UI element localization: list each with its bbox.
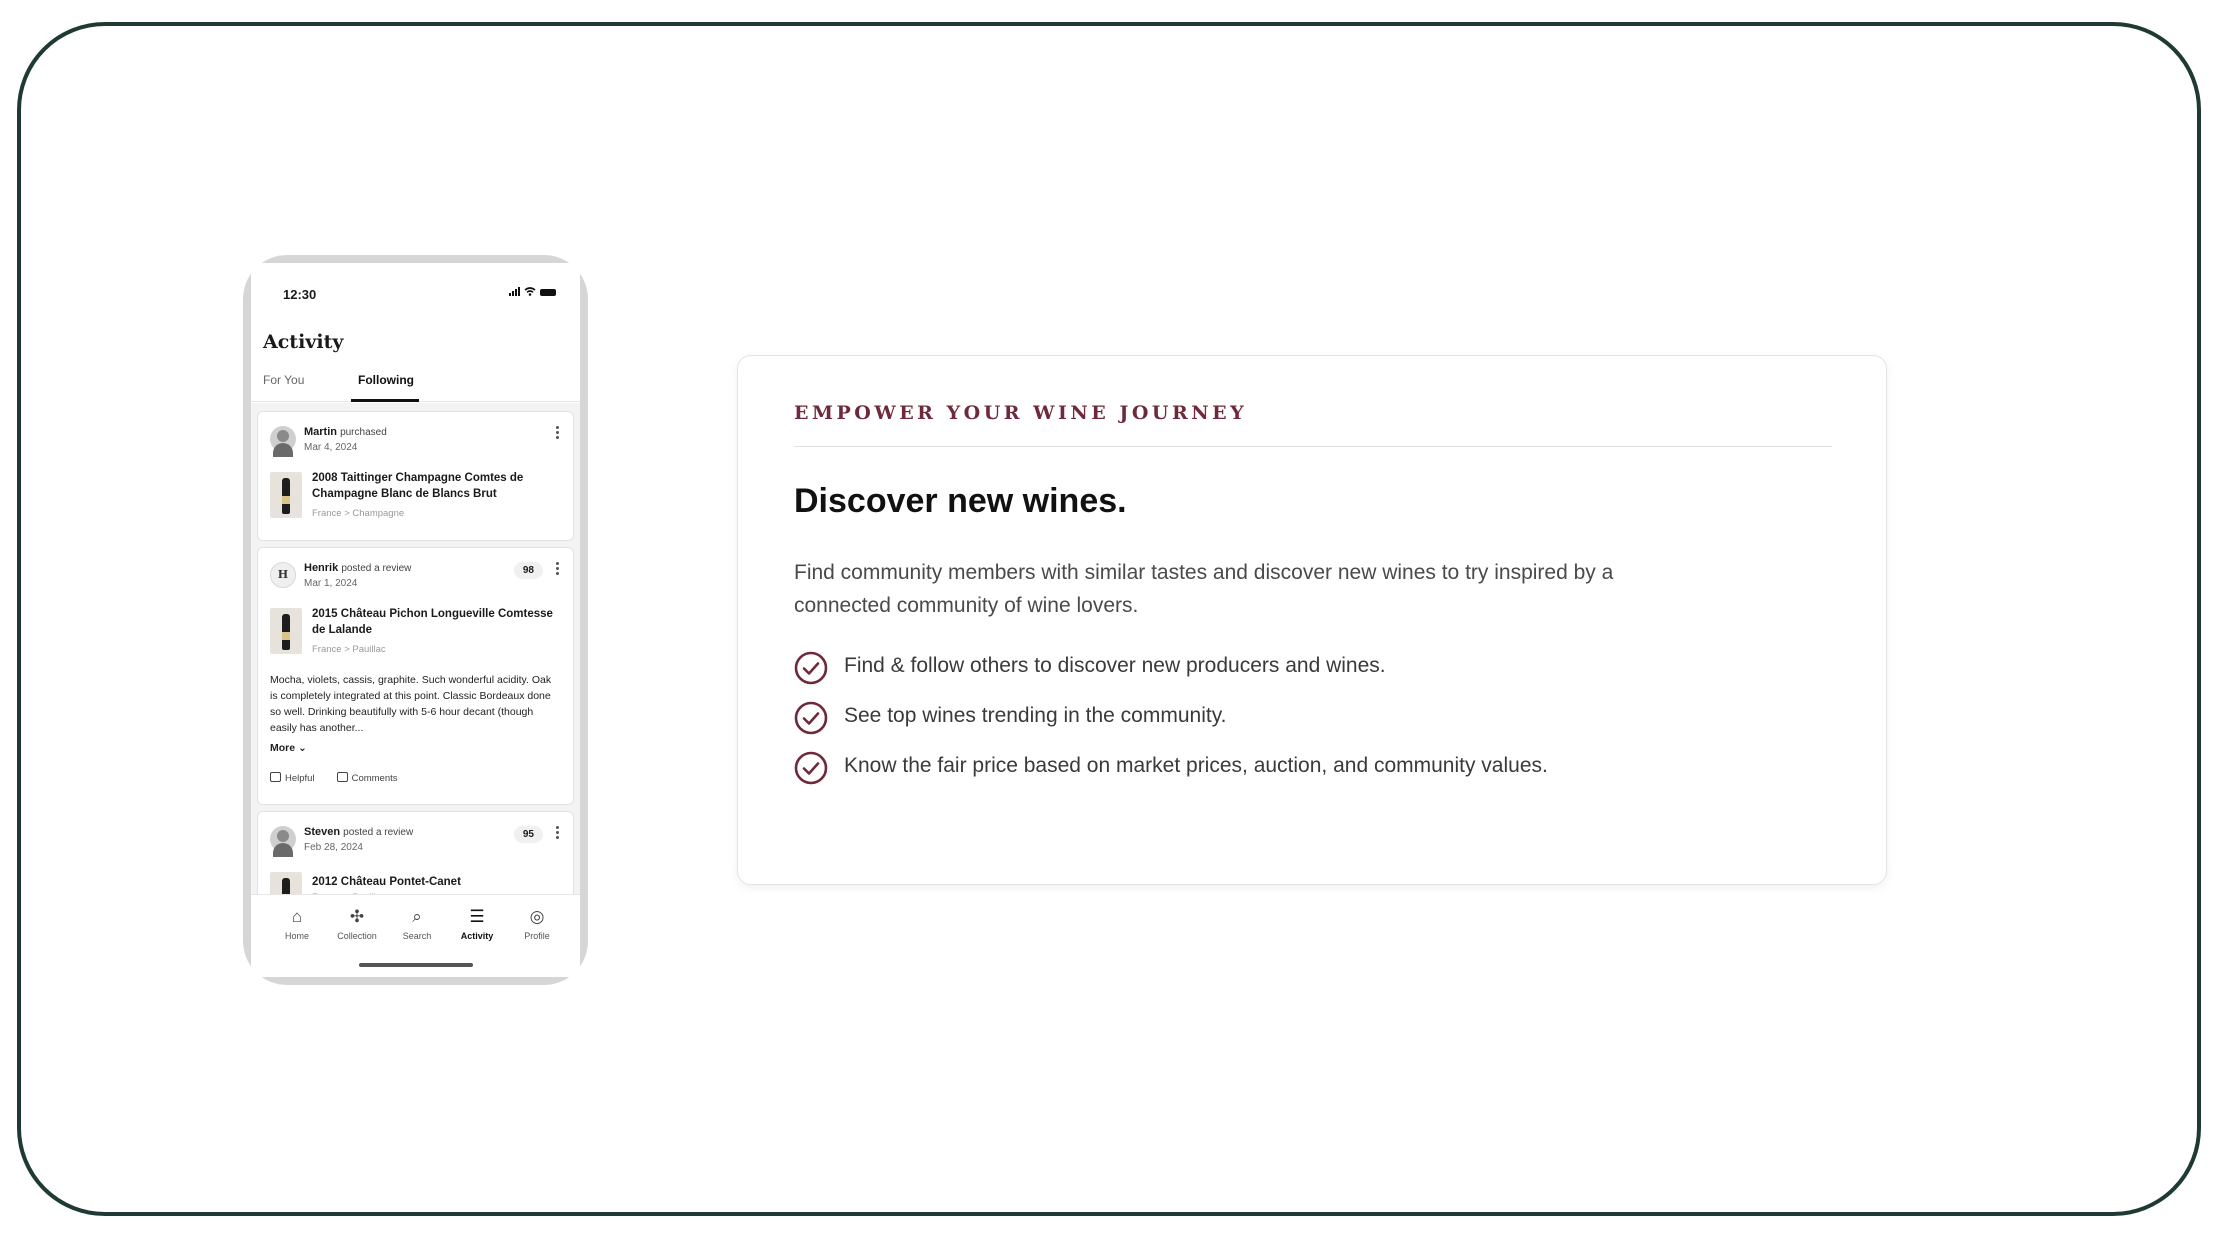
tab-for-you[interactable]: For You: [263, 373, 305, 387]
home-icon: ⌂: [291, 907, 303, 926]
feed-user-line: [304, 426, 387, 438]
nav-collection[interactable]: [327, 907, 387, 941]
wine-region: France > Champagne: [312, 508, 405, 519]
feature-card: [737, 355, 1887, 885]
helpful-button[interactable]: [270, 772, 315, 784]
profile-icon: ◎: [529, 907, 545, 926]
review-actions: [270, 772, 398, 784]
review-text: Mocha, violets, cassis, graphite. Such wonderful acidity. Oak is completely integrated at this point. Classic Bordeaux done so well. Drinking beautifully with 5-6 hour decant (though easily has another...: [270, 674, 552, 734]
headline: Discover new wines.: [794, 482, 1127, 520]
home-indicator: [359, 963, 473, 967]
avatar[interactable]: [270, 426, 296, 452]
signal-icon: [509, 287, 520, 296]
nav-search[interactable]: [387, 907, 447, 941]
nav-label: Activity: [460, 931, 494, 941]
bottom-nav: [251, 894, 580, 977]
more-label: More: [270, 742, 296, 754]
feed-action: posted a review: [341, 563, 412, 574]
more-options-icon[interactable]: [556, 826, 559, 841]
feed-user-name[interactable]: Martin: [304, 426, 337, 438]
status-bar: [251, 263, 580, 307]
feed-action: posted a review: [343, 827, 414, 838]
battery-icon: [540, 289, 556, 296]
comment-icon: [337, 772, 348, 782]
feed-user-name[interactable]: Steven: [304, 826, 341, 838]
phone-mockup: [243, 255, 588, 985]
feed-user-line: [304, 826, 413, 838]
status-time: 12:30: [283, 287, 317, 302]
description: Find community members with similar tastes and discover new wines to try inspired by a connected community of wine lovers.: [794, 561, 1614, 617]
feed-date: Feb 28, 2024: [304, 842, 363, 853]
list-item-text: See top wines trending in the community.: [844, 704, 1227, 727]
wine-name[interactable]: 2012 Château Pontet-Canet: [312, 876, 461, 888]
nav-home[interactable]: [267, 907, 327, 941]
thumbs-up-icon: [270, 772, 281, 782]
tab-bar: [251, 367, 580, 402]
collection-icon: ✣: [349, 907, 365, 926]
list-item-text: Know the fair price based on market prices, auction, and community values.: [844, 754, 1548, 777]
wine-bottle-image[interactable]: [270, 472, 302, 518]
comments-button[interactable]: [337, 772, 398, 784]
score-badge: 95: [514, 826, 543, 843]
check-circle-icon: [794, 701, 828, 735]
list-item-text: Find & follow others to discover new producers and wines.: [844, 654, 1386, 677]
eyebrow-heading: EMPOWER YOUR WINE JOURNEY: [794, 402, 1248, 424]
nav-label: Collection: [337, 931, 377, 941]
chevron-down-icon: ⌄: [298, 742, 307, 754]
more-options-icon[interactable]: [556, 562, 559, 577]
page-title: Activity: [263, 331, 344, 353]
activity-feed[interactable]: [251, 403, 580, 895]
avatar[interactable]: [270, 826, 296, 852]
check-circle-icon: [794, 651, 828, 685]
feed-date: Mar 1, 2024: [304, 578, 358, 589]
divider: [794, 446, 1832, 447]
feed-user-name[interactable]: Henrik: [304, 562, 339, 574]
wine-bottle-image[interactable]: [270, 608, 302, 654]
avatar[interactable]: H: [270, 562, 296, 588]
wine-name[interactable]: 2015 Château Pichon Longueville Comtesse de Lalande: [312, 608, 553, 636]
nav-activity[interactable]: [447, 907, 507, 941]
feed-user-line: [304, 562, 411, 574]
feed-card[interactable]: [257, 411, 574, 541]
active-tab-indicator: [351, 399, 419, 402]
tab-following[interactable]: Following: [358, 373, 414, 387]
nav-label: Profile: [524, 931, 550, 941]
search-icon: ⌕: [412, 907, 422, 926]
feed-action: purchased: [340, 427, 387, 438]
more-link[interactable]: [270, 742, 307, 754]
nav-label: Home: [284, 931, 309, 941]
comments-label: Comments: [351, 773, 398, 784]
helpful-label: Helpful: [285, 773, 315, 784]
nav-label: Search: [402, 931, 432, 941]
status-icons: [509, 287, 556, 296]
more-options-icon[interactable]: [556, 426, 559, 441]
feed-date: Mar 4, 2024: [304, 442, 358, 453]
check-circle-icon: [794, 751, 828, 785]
nav-profile[interactable]: [507, 907, 567, 941]
wifi-icon: [524, 287, 536, 296]
wine-region: France > Pauillac: [312, 644, 386, 655]
list-icon: ☰: [469, 907, 485, 926]
score-badge: 98: [514, 562, 543, 579]
wine-name[interactable]: 2008 Taittinger Champagne Comtes de Champagne Blanc de Blancs Brut: [312, 472, 524, 500]
feed-card[interactable]: [257, 547, 574, 805]
